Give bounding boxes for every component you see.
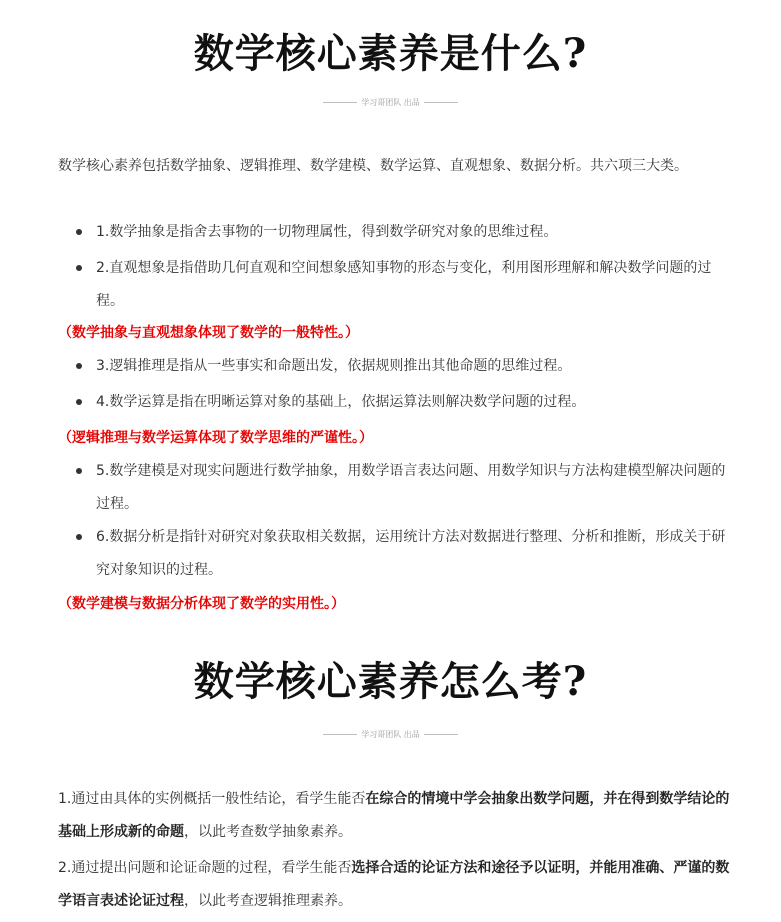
list-item-text: 6.数据分析是指针对研究对象获取相关数据，运用统计方法对数据进行整理、分析和推断，形成关于研究对象知识的过程。 [96,529,726,578]
divider [424,734,458,735]
paragraph-text: ，以此考查数学抽象素养。 [184,824,352,840]
paragraph-text: 1.通过由具体的实例概括一般性结论，看学生能否 [58,791,366,807]
byline [0,729,781,741]
list-item-text: 4.数学运算是指在明晰运算对象的基础上，依据运算法则解决数学问题的过程。 [96,394,586,410]
intro-paragraph: 数学核心素养包括数学抽象、逻辑推理、数学建模、数学运算、直观想象、数据分析。共六项三大类。 [58,158,688,174]
summary-note: （数学建模与数据分析体现了数学的实用性。） [58,596,345,612]
list-item-text: 5.数学建模是对现实问题进行数学抽象，用数学语言表达问题、用数学知识与方法构建模型解决问题的过程。 [96,463,726,512]
summary-note: （逻辑推理与数学运算体现了数学思维的严谨性。） [58,430,373,446]
byline-text: 学习哥团队 出品 [361,98,420,107]
bullet-icon [76,534,82,540]
list-item-text: 2.直观想象是指借助几何直观和空间想象感知事物的形态与变化，利用图形理解和解决数学问题的过程。 [96,260,712,309]
divider [424,102,458,103]
bullet-icon [76,229,82,235]
emphasis-text: 在综合的情境中学会抽象出数学问题，并在得到数学结论的基础上形成新的命题 [58,791,730,840]
summary-note: （数学抽象与直观想象体现了数学的一般特性。） [58,325,359,341]
list-item-text: 3.逻辑推理是指从一些事实和命题出发，依据规则推出其他命题的思维过程。 [96,358,572,374]
list-item [96,216,738,249]
list-item-text: 1.数学抽象是指舍去事物的一切物理属性，得到数学研究对象的思维过程。 [96,224,558,240]
bullet-icon [76,363,82,369]
paragraph-text: ，以此考查逻辑推理素养。 [184,893,352,909]
exam-paragraph-1 [58,783,738,849]
list-item [96,521,738,587]
byline [0,97,781,109]
list-item [96,252,738,318]
section-title-what: 数学核心素养是什么? [193,30,588,77]
paragraph-text: 2.通过提出问题和论证命题的过程，看学生能否 [58,860,352,876]
divider [323,734,357,735]
section-title-how: 数学核心素养怎么考? [193,658,588,705]
exam-paragraph-2 [58,852,738,918]
bullet-icon [76,399,82,405]
bullet-icon [76,265,82,271]
list-item [96,350,738,383]
emphasis-text: 选择合适的论证方法和途径予以证明，并能用准确、严谨的数学语言表述论证过程 [58,860,730,909]
divider [323,102,357,103]
byline-text: 学习哥团队 出品 [361,730,420,739]
bullet-icon [76,468,82,474]
list-item [96,386,738,419]
list-item [96,455,738,521]
